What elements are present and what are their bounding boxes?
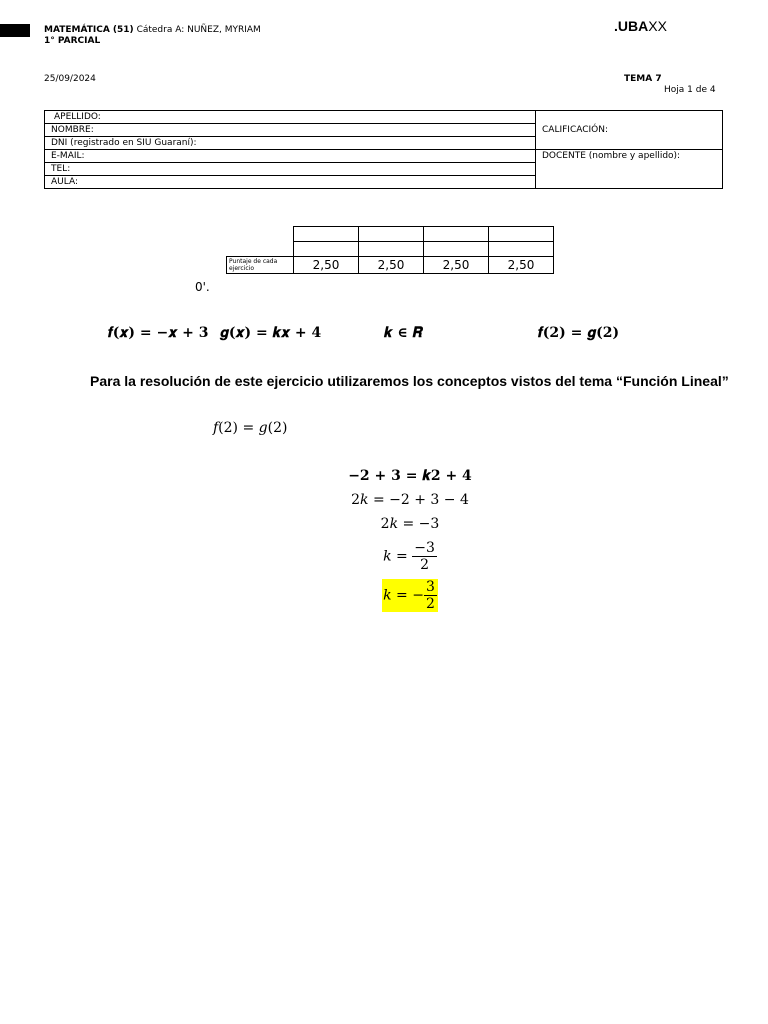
final-answer	[260, 579, 560, 612]
tema-label: TEMA 7	[624, 74, 662, 84]
exam-name: 1° PARCIAL	[44, 36, 101, 46]
page-counter: Hoja 1 de 4	[664, 85, 716, 95]
score-cell: 2,50	[294, 257, 359, 274]
denominator: 2	[425, 596, 435, 612]
score-cell: 2,50	[424, 257, 489, 274]
student-info-table	[44, 110, 723, 189]
score-cell: 2,50	[359, 257, 424, 274]
redaction-bar	[0, 24, 30, 37]
nombre-field[interactable]: NOMBRE:	[45, 124, 536, 137]
eq-step-4-lhs: 𝑘 =	[383, 548, 408, 565]
answer-paragraph: Para la resolución de este ejercicio utilizaremos los conceptos vistos del tema “Función Lineal”	[90, 373, 729, 389]
aula-field[interactable]: AULA:	[45, 176, 536, 189]
denominator: 2	[420, 557, 430, 573]
apellido-field[interactable]: APELLIDO:	[45, 111, 536, 124]
logo-main: .UBA	[614, 18, 649, 34]
exam-date: 25/09/2024	[44, 74, 96, 84]
docente-field[interactable]: DOCENTE (nombre y apellido):	[536, 150, 723, 189]
eq-step-3: 2𝑘 = −3	[380, 516, 440, 532]
eq-step-2: 2𝑘 = −2 + 3 − 4	[351, 492, 469, 508]
eq-fg: 𝑓(2) = 𝑔(2)	[213, 420, 288, 436]
k-domain: 𝒌 ∈ 𝑹	[384, 325, 423, 341]
numerator: 3	[425, 579, 435, 595]
tel-field[interactable]: TEL:	[45, 163, 536, 176]
dni-field[interactable]: DNI (registrado en SIU Guaraní):	[45, 137, 536, 150]
stray-mark: 0'.	[195, 280, 210, 294]
score-table	[226, 226, 554, 274]
logo-suffix: XX	[648, 18, 667, 34]
f-definition: 𝒇(𝒙) = −𝒙 + 𝟑	[108, 325, 209, 341]
eq-step-4	[260, 540, 560, 573]
uba-logo	[614, 18, 667, 34]
score-label: Puntaje de cada ejercicio	[227, 257, 294, 274]
score-cell: 2,50	[489, 257, 554, 274]
numerator: −3	[414, 540, 435, 556]
final-answer-lhs: 𝑘 = −	[383, 587, 424, 604]
eq-step-1: −𝟐 + 𝟑 = 𝒌𝟐 + 𝟒	[348, 468, 472, 484]
email-field[interactable]: E-MAIL:	[45, 150, 536, 163]
condition: 𝒇(𝟐) = 𝒈(𝟐)	[538, 325, 620, 341]
calificacion-field[interactable]: CALIFICACIÓN:	[536, 111, 723, 150]
fraction	[412, 540, 437, 573]
highlighted-answer	[382, 579, 438, 612]
g-definition: 𝒈(𝒙) = 𝒌𝒙 + 𝟒	[220, 325, 322, 341]
course-title: MATEMÁTICA (51)	[44, 25, 134, 35]
catedra: Cátedra A: NUÑEZ, MYRIAM	[136, 25, 261, 35]
fraction	[424, 579, 437, 612]
